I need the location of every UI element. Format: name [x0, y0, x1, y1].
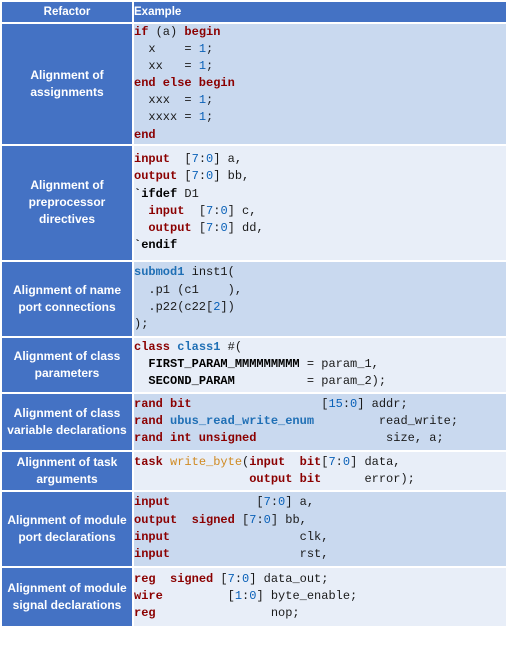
code-token: 0: [206, 169, 214, 184]
code-line: [134, 24, 506, 41]
code-token: rst,: [170, 546, 329, 561]
code-example: [133, 393, 506, 451]
code-line: [134, 186, 506, 203]
code-line: [134, 58, 506, 75]
code-token: clk,: [170, 529, 329, 544]
code-line: [134, 299, 506, 316]
code-token: input: [148, 203, 185, 218]
code-token: rand: [134, 414, 163, 429]
code-token: `ifdef: [134, 186, 178, 201]
code-token: bit: [299, 454, 322, 469]
code-token: 0: [263, 512, 271, 527]
code-token: 0: [220, 203, 228, 218]
code-token: 0: [249, 589, 257, 604]
code-example: [133, 337, 506, 393]
code-line: [134, 529, 506, 546]
code-token: :: [198, 169, 207, 184]
code-token: [163, 455, 170, 469]
code-token: [134, 221, 148, 235]
code-token: 1: [234, 589, 243, 604]
code-token: [: [191, 397, 329, 412]
code-token: write_byte: [170, 454, 243, 469]
code-token: [134, 204, 148, 218]
code-line: [134, 373, 506, 390]
table-body: [1, 23, 506, 627]
code-token: signed: [191, 512, 235, 527]
code-token: nop;: [155, 606, 300, 621]
code-line: [134, 339, 506, 356]
code-token: 7: [206, 220, 214, 235]
code-line: [134, 41, 506, 58]
code-token: rand int unsigned: [134, 431, 257, 446]
code-token: [: [191, 220, 207, 235]
refactor-label: Alignment of name port connections: [1, 261, 133, 337]
code-line: [134, 454, 506, 471]
code-token: class1: [177, 340, 221, 355]
code-line: [134, 168, 506, 185]
code-token: ] bb,: [213, 169, 250, 184]
code-token: SECOND_PARAM: [148, 374, 235, 389]
code-line: [134, 151, 506, 168]
code-token: 7: [191, 152, 199, 167]
code-token: D1: [177, 186, 199, 201]
code-token: x =: [134, 42, 199, 57]
code-token: output: [148, 220, 192, 235]
code-token: ;: [206, 110, 214, 125]
code-example: [133, 451, 506, 491]
code-token: #(: [220, 340, 243, 355]
code-token: ;: [206, 42, 214, 57]
code-token: output: [134, 169, 178, 184]
code-token: 0: [278, 495, 286, 510]
refactor-label: Alignment of class parameters: [1, 337, 133, 393]
code-token: ] c,: [227, 203, 257, 218]
code-token: if: [134, 25, 149, 39]
code-token: ] data,: [350, 454, 401, 469]
code-token: ] addr;: [357, 397, 408, 412]
code-line: [134, 494, 506, 511]
code-token: 1: [198, 110, 207, 125]
code-token: size, a;: [256, 431, 444, 446]
code-example: [133, 145, 506, 261]
code-token: :: [256, 512, 264, 527]
code-line: [134, 109, 506, 126]
code-token: 0: [242, 572, 250, 587]
code-line: [134, 396, 506, 413]
code-line: [134, 282, 506, 299]
table-row: [1, 337, 506, 393]
code-token: xxx =: [134, 93, 199, 108]
code-token: input: [134, 495, 171, 510]
code-token: :: [242, 589, 250, 604]
code-token: task: [134, 454, 163, 469]
code-token: [: [321, 454, 329, 469]
code-token: input: [134, 529, 171, 544]
code-token: output bit: [249, 471, 322, 486]
code-token: xx =: [134, 59, 199, 74]
code-token: :: [270, 495, 279, 510]
code-token: FIRST_PARAM_MMMMMMMMM: [148, 357, 300, 372]
code-line: [134, 413, 506, 430]
code-example: [133, 491, 506, 567]
code-token: [156, 572, 170, 586]
code-line: [134, 512, 506, 529]
code-token: :: [342, 397, 351, 412]
code-line: [134, 237, 506, 254]
code-example: [133, 567, 506, 627]
refactor-label: Alignment of class variable declarations: [1, 393, 133, 451]
code-token: ubus_read_write_enum: [170, 414, 315, 429]
code-token: [285, 455, 299, 469]
code-token: = param_1,: [299, 357, 379, 372]
code-token: ] byte_enable;: [256, 589, 358, 604]
code-example: [133, 261, 506, 337]
code-line: [134, 588, 506, 605]
code-token: 0: [350, 397, 358, 412]
code-token: reg: [134, 606, 156, 621]
header-example: Example: [133, 1, 506, 23]
code-token: begin: [184, 25, 221, 39]
code-line: [134, 356, 506, 373]
code-token: .p1 (c1 ),: [134, 282, 243, 297]
code-token: :: [213, 220, 221, 235]
code-line: [134, 316, 506, 333]
code-token: [163, 414, 170, 428]
code-token: read_write;: [314, 414, 459, 429]
code-token: :: [213, 203, 221, 218]
code-token: submod1: [134, 265, 185, 280]
code-token: inst1(: [184, 265, 235, 280]
refactor-label: Alignment of module port declarations: [1, 491, 133, 567]
code-token: [134, 374, 148, 388]
code-token: ] a,: [213, 152, 243, 167]
code-line: [134, 127, 506, 144]
code-token: [: [177, 169, 192, 184]
refactor-label: Alignment of task arguments: [1, 451, 133, 491]
code-token: ;: [206, 59, 214, 74]
code-line: [134, 546, 506, 563]
code-token: 2: [213, 299, 221, 314]
refactor-label: Alignment of module signal declarations: [1, 567, 133, 627]
code-token: input: [134, 546, 171, 561]
code-token: output: [134, 512, 178, 527]
code-token: reg: [134, 572, 156, 587]
code-token: 0: [206, 152, 214, 167]
code-token: :: [335, 454, 343, 469]
code-token: );: [134, 316, 149, 331]
code-token: 1: [198, 93, 207, 108]
code-line: [134, 430, 506, 447]
code-token: 0: [342, 454, 351, 469]
code-token: (: [242, 454, 250, 469]
code-token: [: [162, 589, 235, 604]
code-token: 15: [328, 397, 343, 412]
refactor-label: Alignment of preprocessor directives: [1, 145, 133, 261]
code-token: :: [198, 152, 207, 167]
code-line: [134, 471, 506, 488]
code-token: 7: [206, 203, 214, 218]
table-row: [1, 567, 506, 627]
code-token: error);: [321, 471, 415, 486]
code-token: [: [170, 152, 192, 167]
code-token: :: [234, 572, 243, 587]
code-token: signed: [170, 572, 214, 587]
code-token: input: [249, 454, 286, 469]
code-line: [134, 203, 506, 220]
code-token: [134, 472, 249, 486]
table-row: [1, 451, 506, 491]
code-token: (a): [148, 25, 185, 39]
code-token: `endif: [134, 237, 178, 252]
code-token: 7: [263, 495, 271, 510]
code-token: ] data_out;: [249, 572, 329, 587]
code-token: 1: [198, 42, 207, 57]
table-row: [1, 491, 506, 567]
code-token: [: [170, 495, 264, 510]
code-token: end: [134, 127, 156, 142]
code-line: [134, 220, 506, 237]
code-example: [133, 23, 506, 145]
code-token: rand bit: [134, 397, 192, 412]
code-token: [177, 513, 191, 527]
code-token: input: [134, 152, 171, 167]
code-token: ] a,: [285, 495, 315, 510]
code-token: ]): [220, 299, 235, 314]
code-token: [: [234, 512, 250, 527]
code-token: xxxx =: [134, 110, 199, 125]
code-token: ;: [206, 93, 214, 108]
code-token: ] dd,: [227, 220, 264, 235]
code-line: [134, 92, 506, 109]
code-token: end else begin: [134, 76, 235, 91]
code-token: [: [213, 572, 228, 587]
refactor-label: Alignment of assignments: [1, 23, 133, 145]
header-row: [1, 1, 506, 23]
code-token: 7: [191, 169, 199, 184]
code-token: 7: [328, 454, 336, 469]
code-token: 7: [249, 512, 257, 527]
code-line: [134, 571, 506, 588]
code-token: = param_2);: [234, 374, 387, 389]
code-token: .p22(c22[: [134, 299, 214, 314]
header-refactor: Refactor: [1, 1, 133, 23]
code-line: [134, 264, 506, 281]
code-token: 1: [198, 59, 207, 74]
code-line: [134, 75, 506, 92]
code-token: wire: [134, 589, 163, 604]
code-line: [134, 605, 506, 622]
table-row: [1, 23, 506, 145]
code-token: 7: [227, 572, 235, 587]
table-row: [1, 393, 506, 451]
table-row: [1, 261, 506, 337]
code-token: ] bb,: [270, 512, 307, 527]
code-token: 0: [220, 220, 228, 235]
table-row: [1, 145, 506, 261]
code-token: [134, 357, 148, 371]
code-token: [: [184, 203, 207, 218]
code-token: class: [134, 340, 171, 355]
